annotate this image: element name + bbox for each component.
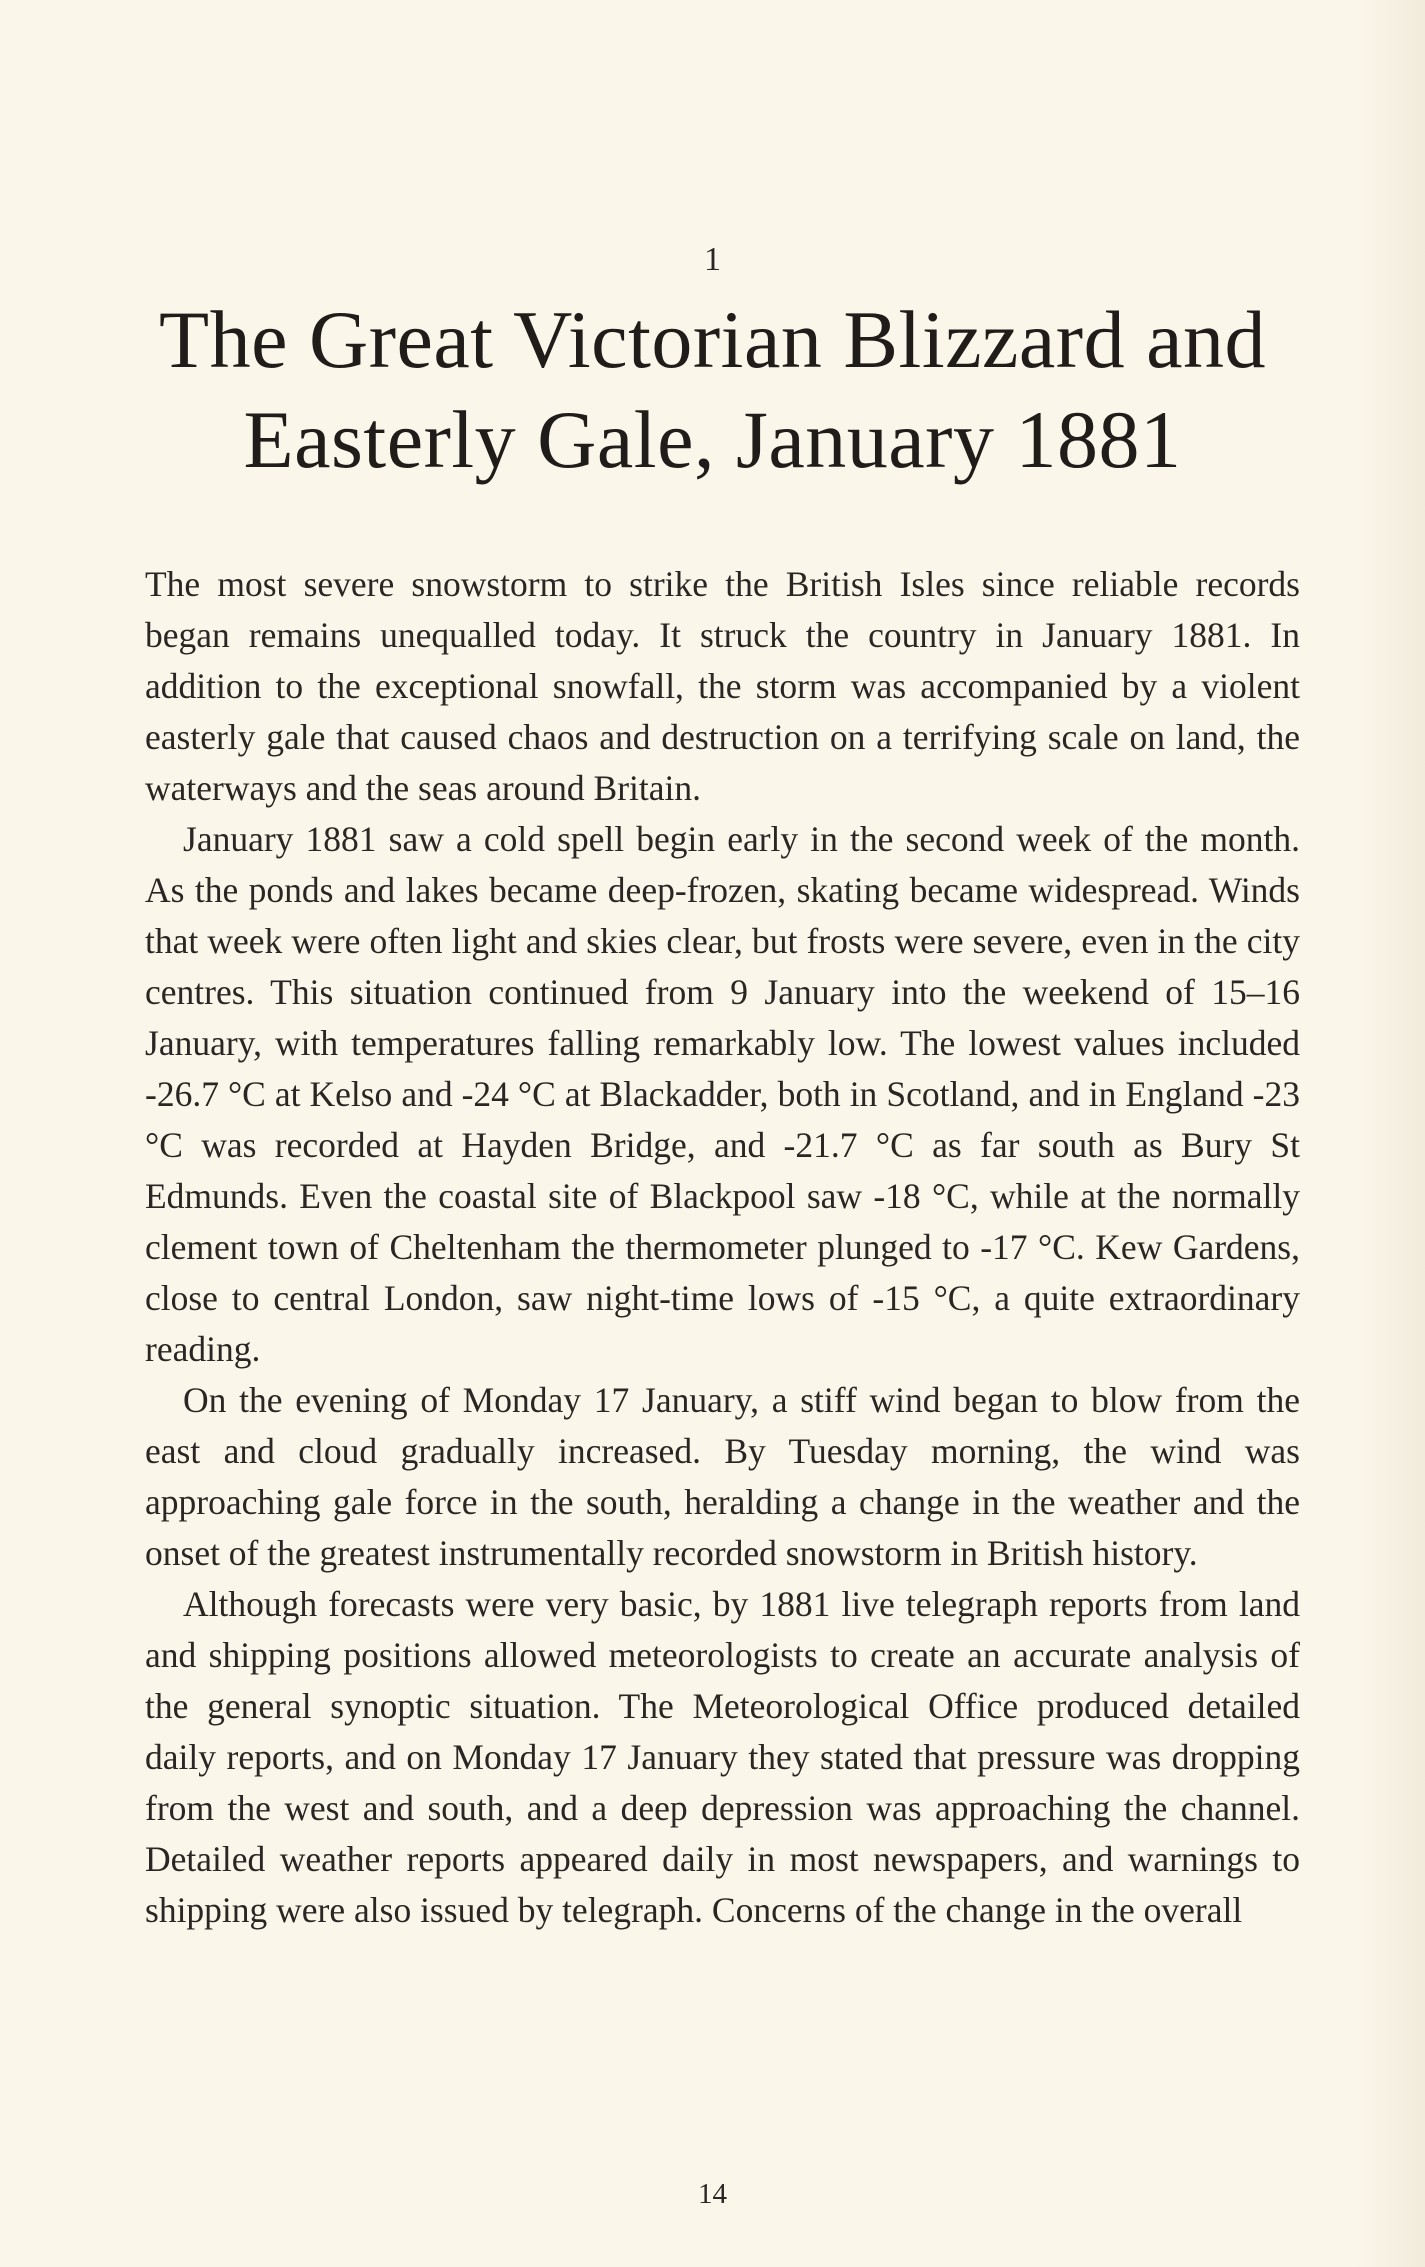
chapter-title-line-2: Easterly Gale, January 1881 [243, 394, 1182, 485]
paragraph: On the evening of Monday 17 January, a stiff wind began to blow from the east and cloud gradually increased. By Tuesday morning, the wind was approaching gale force in the south, heralding a change in the weather and the onset of the greatest instrumentally recorded snowstorm in British history. [145, 1380, 1300, 1573]
page-edge-shadow [1355, 0, 1425, 2267]
chapter-title-line-1: The Great Victorian Blizzard and [159, 294, 1266, 385]
page-number: 14 [698, 2178, 727, 2210]
paragraph: The most severe snowstorm to strike the British Isles since reliable records began remains unequalled today. It struck the country in January 1881. In addition to the exceptional snowfall, the storm was accompanied by a violent easterly gale that caused chaos and destruction on a terrifying scale on land, the waterways and the seas around Britain. [145, 564, 1300, 808]
chapter-body [145, 559, 1300, 1936]
chapter-number: 1 [704, 241, 721, 278]
paragraph: Although forecasts were very basic, by 1881 live telegraph reports from land and shipping positions allowed meteorologists to create an accurate analysis of the general synoptic situation. The Meteorological Office produced detailed daily reports, and on Monday 17 January they stated that pressure was dropping from the west and south, and a deep depression was approaching the channel. Detailed weather reports appeared daily in most newspapers, and warnings to shipping were also issued by telegraph. Concerns of the change in the overall [145, 1584, 1300, 1930]
paragraph: January 1881 saw a cold spell begin early in the second week of the month. As the ponds and lakes became deep-frozen, skating became widespread. Winds that week were often light and skies clear, but frosts were severe, even in the city centres. This situation continued from 9 January into the weekend of 15–16 January, with temperatures falling remarkably low. The lowest values included -26.7 °C at Kelso and -24 °C at Blackadder, both in Scotland, and in England -23 °C was recorded at Hayden Bridge, and -21.7 °C as far south as Bury St Edmunds. Even the coastal site of Blackpool saw -18 °C, while at the normally clement town of Cheltenham the thermometer plunged to -17 °C. Kew Gardens, close to central London, saw night-time lows of -15 °C, a quite extraordinary reading. [145, 819, 1300, 1369]
chapter-title [100, 290, 1325, 490]
